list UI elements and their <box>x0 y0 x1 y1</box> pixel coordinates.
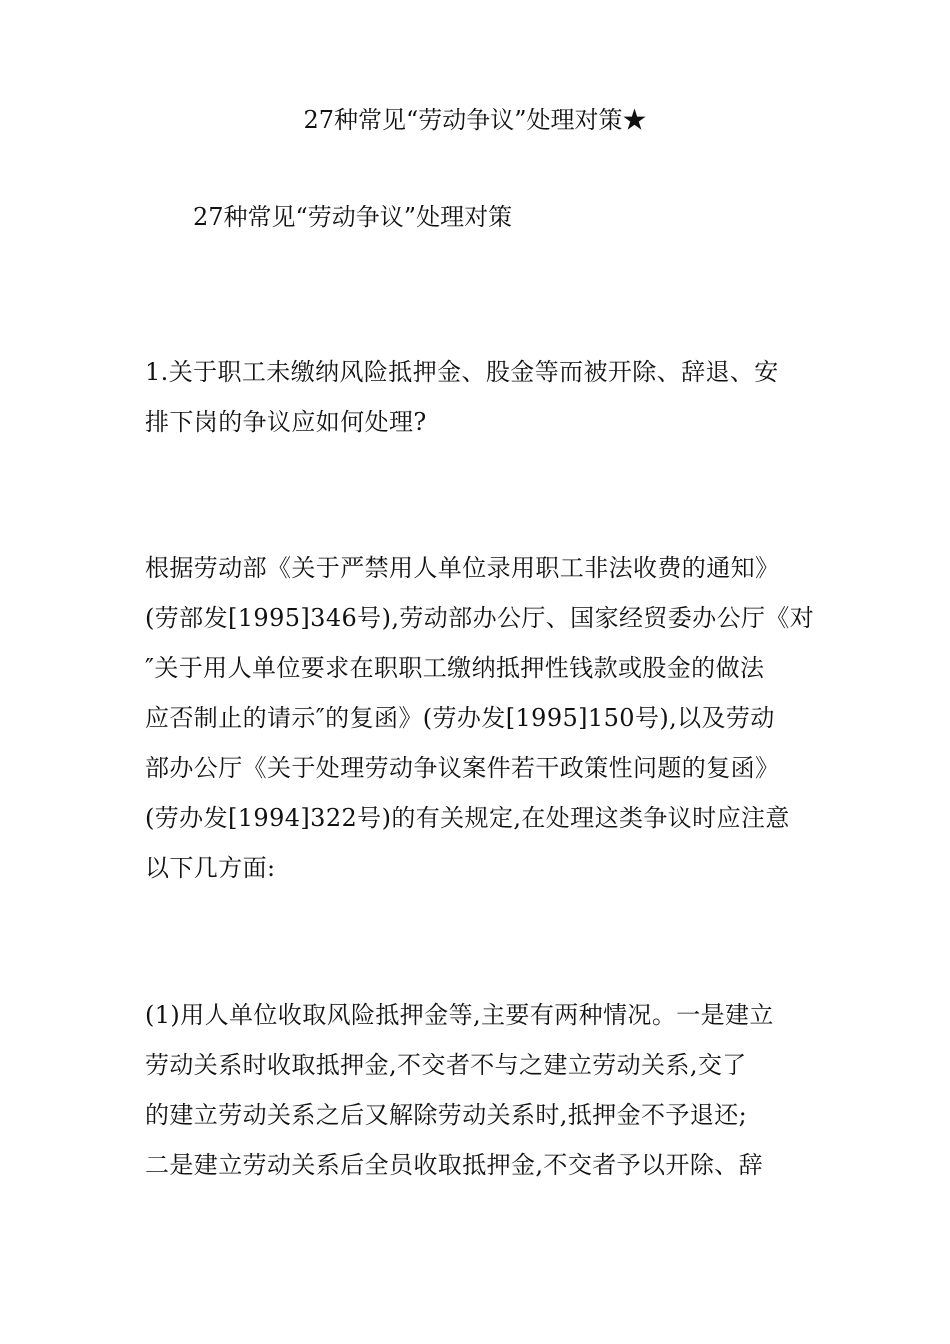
paragraph-2-line: 劳动关系时收取抵押金,不交者不与之建立劳动关系,交了 <box>145 1051 747 1079</box>
paragraph-2 <box>145 990 810 1190</box>
paragraph-1 <box>145 543 815 893</box>
question-1-line: 排下岗的争议应如何处理? <box>145 408 427 436</box>
document-title: 27种常见“劳动争议”处理对策★ <box>303 106 647 134</box>
paragraph-1-line: 以下几方面: <box>145 854 276 882</box>
paragraph-1-line: (劳办发[1994]322号)的有关规定,在处理这类争议时应注意 <box>145 804 790 832</box>
document-subtitle: 27种常见“劳动争议”处理对策 <box>193 203 513 231</box>
question-1-line: 1.关于职工未缴纳风险抵押金、股金等而被开除、辞退、安 <box>145 358 779 386</box>
paragraph-1-line: (劳部发[1995]346号),劳动部办公厅、国家经贸委办公厅《对 <box>145 604 815 632</box>
paragraph-1-line: 根据劳动部《关于严禁用人单位录用职工非法收费的通知》 <box>145 554 780 582</box>
question-1 <box>145 347 810 447</box>
paragraph-2-line: 的建立劳动关系之后又解除劳动关系时,抵押金不予退还; <box>145 1101 748 1129</box>
paragraph-1-line: ″关于用人单位要求在职职工缴纳抵押性钱款或股金的做法 <box>145 654 765 682</box>
paragraph-2-line: 二是建立劳动关系后全员收取抵押金,不交者予以开除、辞 <box>145 1151 764 1179</box>
paragraph-1-line: 部办公厅《关于处理劳动争议案件若干政策性问题的复函》 <box>145 754 780 782</box>
paragraph-2-line: (1)用人单位收取风险抵押金等,主要有两种情况。一是建立 <box>145 1001 774 1029</box>
paragraph-1-line: 应否制止的请示″的复函》(劳办发[1995]150号),以及劳动 <box>145 704 775 732</box>
